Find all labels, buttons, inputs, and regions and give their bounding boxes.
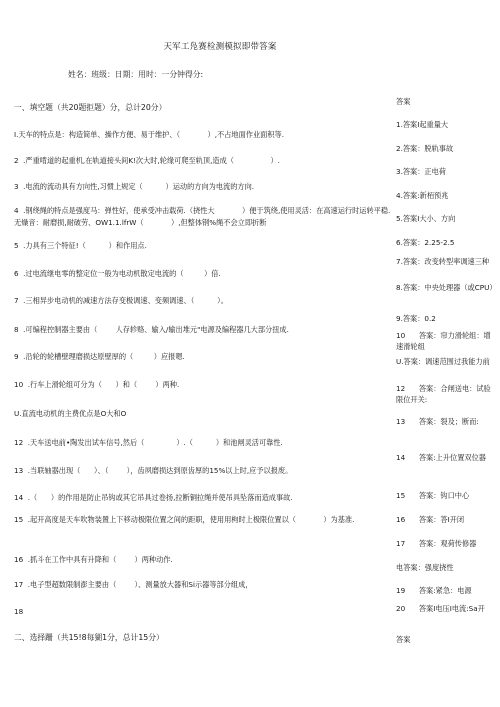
exam-info-line: 姓名：班级：日期：用时：一分钟得分:	[68, 70, 204, 79]
question-16: 16 .抓斗在工作中具有升降和（ ）两种动作.	[14, 555, 173, 564]
question-3: 3 .电流的流动具有方向性,习惯上规定（ ）运动的方向为电流的方向.	[14, 182, 255, 191]
question-14: 14 .（ ）的作用是防止吊钩或其它吊具过卷扬,拉断铜拉绳并使吊具坠落而造成事故.	[14, 493, 293, 502]
question-18: 18	[14, 607, 24, 616]
answers-column	[396, 0, 496, 707]
question-13: 13 .当联轴器出现（ ）、（ ），齿夙磨损达到原齿厚的15%以上时,应予以报废。	[14, 466, 293, 475]
answer-5: 5.答案I大小、方向	[396, 214, 456, 223]
question-17: 17 .电子型超数限制澎主要由（ ）、测量放大器和Si示器等部分组成，	[14, 580, 253, 589]
question-7: 7 .三相异步电动机的减速方法存变极调速、变频调速、（ ）。	[14, 296, 228, 305]
question-11: U.直流电动机的主费优点是O大和O	[14, 409, 127, 418]
answer-6: 6.答案：2.25-2.5	[396, 238, 455, 247]
answer-9: 9.答案：0.2	[396, 314, 436, 323]
question-15: 15 .起开高度是天车吹物装置上下移动极限位置之间的距职，使用用枸时上极限位置以（ ）为基准.	[14, 515, 355, 524]
question-9: 9 .沿轮的轮槽壁理磨损达原壁厚的（ ）应报嗯.	[14, 352, 185, 361]
question-8: 8 .可编程控制器主要由（ 人存轸赂、输入/输出堆元"电源及编程器几大部分扭成.	[14, 325, 289, 334]
question-12: 12 .天车送电前•陶发出试车信号,然后（ ）.（ ）和池闸灵活可靠性.	[14, 438, 283, 447]
section-heading-fill-in: 一、填空题（共20题拒题）分，总计20分）	[14, 103, 167, 112]
question-6: 6 .过电流继电零的整定位一般为电动机散定电流的（ ）倍.	[14, 269, 221, 278]
question-1: I.天车的特点是：构造简单、操作方便、易于维护、（ ）,不占地面作业面积等.	[14, 130, 284, 139]
question-5: 5 .力具有三个特征!（ ）和作用点.	[14, 241, 147, 250]
section-heading-choice: 二、选择跚（共15!8每猢1分，总计15分）	[14, 633, 164, 642]
answer-4: 4.答案:新栢预兆	[396, 191, 449, 200]
answer-8: 8.答案：中央处理器（或CPU）	[396, 283, 497, 292]
answer-1: 1.答案I起重量大	[396, 120, 449, 129]
questions-column	[14, 0, 392, 707]
answer-10: 10 答案：帘力滑轮组：增速滑轮组	[396, 331, 491, 351]
answer-2: 2.答案：脱轨事故	[396, 144, 454, 153]
question-4: 4 .钢绕绳的特点是强度马：弹性好，使承受冲击载荷.（挠性大 ）便于筑绕,使用灵活：在高速运行时运转平稳.无燥音：耐磨损,耐破劳、OW1.1.lfrW（ ）,但整体钢%绳不会立即折断	[14, 206, 391, 227]
answer-20: 20 答案I电压I电流:Sa开	[396, 604, 485, 613]
answer-11: U.答案：调速范围过我能力前	[396, 357, 490, 366]
answer-12: 12 答案：合闸送电：试验限位开关:	[396, 384, 491, 404]
question-10: 10 .行车上滑轮组可分为（ ）和（ ）两种.	[14, 380, 180, 389]
answers-heading-2: 答案	[396, 635, 411, 644]
answer-19: 19 答案:紧急：电源	[396, 586, 472, 595]
answer-15: 15 答案：钩口中心	[396, 491, 470, 500]
answers-heading: 答案	[396, 97, 411, 106]
answer-14: 14 答案:上升位置双位器	[396, 453, 486, 462]
answer-13: 13 答案：裂及；断而:	[396, 417, 479, 426]
answer-16: 16 答案：答I开闭	[396, 515, 465, 524]
answer-17: 17 答案：观荷传修器	[396, 539, 477, 548]
answer-3: 3.答案：正电荷	[396, 167, 446, 176]
answer-18: 电答案：强度挠性	[396, 563, 454, 572]
answer-7: 7.答案：改变转型率调速三种	[396, 257, 490, 266]
page-title: 天军工凫赛检测模拟即带答案	[163, 42, 277, 52]
question-2: 2 .严重啃道的起重机,在轨道接头间K!次大时,轮缘可爬至轨顶,造成（ ）.	[14, 156, 280, 165]
